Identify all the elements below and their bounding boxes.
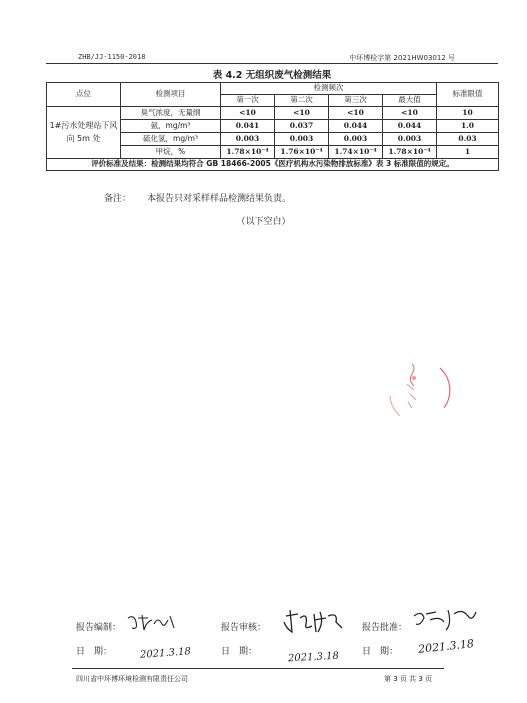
item-cell: 氨，mg/m³ — [121, 120, 221, 133]
company-name: 四川省中环博环境检测有限责任公司 — [76, 675, 188, 683]
table-title: 表 4.2 无组织废气检测结果 — [212, 70, 332, 81]
value-cell: 0.003 — [329, 133, 383, 146]
value-cell: 0.037 — [275, 120, 329, 133]
reviewed-date-label: 日 期： — [221, 647, 258, 657]
document-code: ZHB/JJ-1150-2018 — [78, 53, 146, 61]
freq-max: 最大值 — [383, 95, 437, 107]
evaluation-text: 评价标准及结果：检测结果均符合 GB 18466-2005《医疗机构水污染物排放标准》表 3 标准限值的规定。 — [47, 159, 499, 171]
reviewed-by-label: 报告审核： — [221, 623, 267, 633]
compiler-signature — [124, 612, 180, 634]
value-cell: 0.003 — [383, 133, 437, 146]
remark-label: 备注： — [104, 194, 132, 204]
item-cell: 甲烷，% — [121, 146, 221, 159]
header-divider — [46, 63, 498, 64]
approved-by-label: 报告批准： — [362, 623, 408, 633]
limit-cell: 1.0 — [437, 120, 499, 133]
value-cell: 0.044 — [383, 120, 437, 133]
reviewer-signature — [280, 608, 350, 638]
reviewed-date: 2021.3.18 — [287, 650, 340, 665]
value-cell: 0.003 — [275, 133, 329, 146]
value-cell: 0.041 — [221, 120, 275, 133]
value-cell: 1.74×10⁻⁴ — [329, 146, 383, 159]
remark-text: 本报告只对采样样品检测结果负责。 — [147, 194, 292, 204]
value-cell: 1.78×10⁻⁴ — [221, 146, 275, 159]
limit-header: 标准限值 — [437, 83, 499, 107]
value-cell: <10 — [275, 107, 329, 120]
approved-date-label: 日 期： — [362, 647, 399, 657]
value-cell: <10 — [383, 107, 437, 120]
item-cell: 臭气浓度，无量纲 — [121, 107, 221, 120]
value-cell: <10 — [221, 107, 275, 120]
approver-signature — [410, 606, 480, 634]
header-row — [47, 83, 499, 95]
value-cell: 0.003 — [221, 133, 275, 146]
results-table — [46, 82, 499, 171]
value-cell: <10 — [329, 107, 383, 120]
value-cell: 1.76×10⁻⁴ — [275, 146, 329, 159]
value-cell: 0.044 — [329, 120, 383, 133]
approved-date: 2021.3.18 — [417, 637, 475, 656]
point-cell: 1#污水处理站下风向 5m 处 — [47, 107, 121, 159]
compiled-by-label: 报告编制： — [76, 623, 122, 633]
blank-below-marker: （以下空白） — [236, 217, 291, 227]
freq-first: 第一次 — [221, 95, 275, 107]
footer-divider — [72, 668, 444, 669]
table-row — [47, 107, 499, 120]
compiled-date: 2021.3.18 — [139, 646, 192, 661]
freq-second: 第二次 — [275, 95, 329, 107]
limit-cell: 10 — [437, 107, 499, 120]
official-seal-stamp — [382, 356, 452, 426]
evaluation-row — [47, 159, 499, 171]
frequency-header: 检测频次 — [221, 83, 437, 95]
point-header: 点位 — [47, 83, 121, 107]
value-cell: 1.78×10⁻⁴ — [383, 146, 437, 159]
item-cell: 硫化氢，mg/m³ — [121, 133, 221, 146]
limit-cell: 0.03 — [437, 133, 499, 146]
remark — [104, 191, 307, 204]
report-number: 中环博检字第 2021HW03012 号 — [349, 54, 455, 62]
freq-third: 第三次 — [329, 95, 383, 107]
limit-cell: 1 — [437, 146, 499, 159]
compiled-date-label: 日 期： — [76, 647, 113, 657]
page-number: 第 3 页 共 3 页 — [384, 675, 433, 683]
item-header: 检测项目 — [121, 83, 221, 107]
